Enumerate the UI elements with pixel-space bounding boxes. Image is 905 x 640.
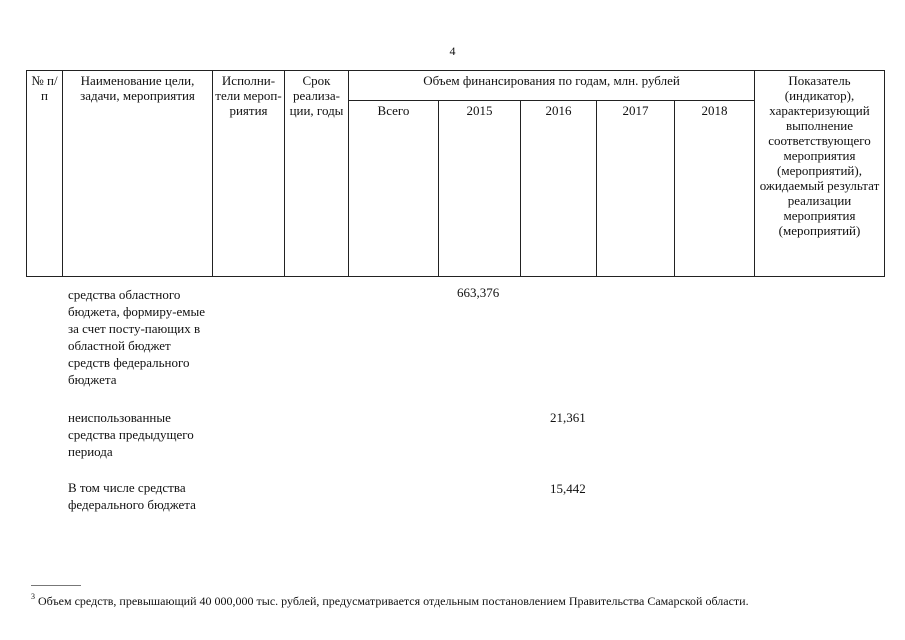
row-value-2015: 663,376 [457,285,500,300]
footnote-marker: 3 [31,592,35,601]
header-name: Наименование цели, задачи, мероприятия [63,71,213,277]
footnote-text: Объем средств, превышающий 40 000,000 тыс. рублей, предусматривается отдельным постановлением Правительства Самарской области. [38,594,749,608]
footnote-divider [31,585,81,586]
header-year-2016: 2016 [521,101,597,277]
row-name: средства областного бюджета, формиру-емые за счет посту-пающих в областной бюджет средств федерального бюджета [68,287,206,387]
header-executors: Исполни-тели мероп-риятия [213,71,285,277]
row-value-2016: 15,442 [550,481,586,496]
row-name: В том числе средства федерального бюджета [68,480,196,512]
header-year-2018: 2018 [675,101,755,277]
header-year-2017: 2017 [597,101,675,277]
header-term: Срок реализа-ции, годы [285,71,349,277]
header-funding: Объем финансирования по годам, млн. рублей [349,71,755,101]
header-indicator: Показатель (индикатор), характеризующий выполнение соответствующего мероприятия (мероприятий), ожидаемый результат реализации мероприятия (мероприятий) [755,71,885,277]
row-value-2016: 21,361 [550,410,586,425]
page-number: 4 [449,44,456,58]
row-name: неиспользованные средства предыдущего периода [68,410,194,459]
header-total: Всего [349,101,439,277]
header-table [26,70,885,277]
header-year-2015: 2015 [439,101,521,277]
header-number: № п/п [27,71,63,277]
footnote [31,594,749,609]
